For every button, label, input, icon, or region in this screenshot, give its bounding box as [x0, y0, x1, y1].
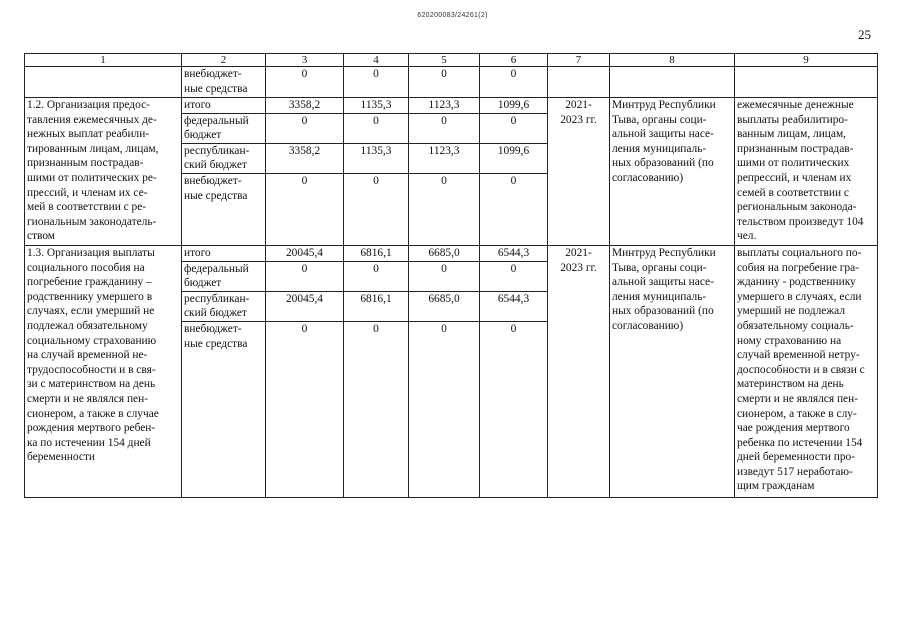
- value-2022-cell: 6685,0: [409, 291, 480, 321]
- value-total-cell: 3358,2: [266, 143, 344, 173]
- value-total-cell: 0: [266, 67, 344, 98]
- value-2022-cell: 0: [409, 173, 480, 245]
- funding-source-cell: итого: [182, 245, 266, 261]
- activity-name-1-3: 1.3. Организация выплаты социального пособия на погребение гражданину – родственнику умершего в случаях, если умерший не подлежал обязательному социальному страхованию на случай временной не- трудоспособности и в свя- зи с материнством на день смерти и не являлся пен- сионером, а также в случае рождения мертвого ребен- ка по истечении 154 дней беременности: [25, 245, 182, 497]
- value-2022-cell: 0: [409, 321, 480, 497]
- executor-1-2: Минтруд Республики Тыва, органы соци- альной защиты насе- ления муниципаль- ных образований (по согласованию): [610, 98, 735, 246]
- value-2023-cell: 6544,3: [480, 245, 548, 261]
- table-row: [25, 245, 878, 261]
- activity-cell: [25, 67, 182, 98]
- value-2023-cell: 0: [480, 113, 548, 143]
- column-header: 1: [25, 54, 182, 67]
- value-2022-cell: 0: [409, 67, 480, 98]
- value-total-cell: 0: [266, 261, 344, 291]
- period-1-3: 2021- 2023 гг.: [548, 245, 610, 497]
- value-2021-cell: 0: [344, 321, 409, 497]
- value-total-cell: 0: [266, 113, 344, 143]
- period-cell: [548, 67, 610, 98]
- value-2021-cell: 0: [344, 261, 409, 291]
- value-total-cell: 3358,2: [266, 98, 344, 114]
- table-row: [25, 67, 878, 98]
- column-header: 9: [735, 54, 878, 67]
- value-2021-cell: 6816,1: [344, 245, 409, 261]
- funding-source-cell: внебюджет- ные средства: [182, 321, 266, 497]
- value-2022-cell: 6685,0: [409, 245, 480, 261]
- column-number-row: [25, 54, 878, 67]
- funding-source-cell: внебюджет- ные средства: [182, 67, 266, 98]
- result-cell: [735, 67, 878, 98]
- table-row: [25, 98, 878, 114]
- column-header: 8: [610, 54, 735, 67]
- value-2023-cell: 1099,6: [480, 143, 548, 173]
- value-2022-cell: 1123,3: [409, 143, 480, 173]
- value-total-cell: 20045,4: [266, 291, 344, 321]
- value-2022-cell: 0: [409, 113, 480, 143]
- value-total-cell: 20045,4: [266, 245, 344, 261]
- value-2023-cell: 1099,6: [480, 98, 548, 114]
- document-id: 620200083/24261(2): [417, 12, 488, 19]
- value-2021-cell: 1135,3: [344, 98, 409, 114]
- value-2022-cell: 0: [409, 261, 480, 291]
- funding-source-cell: внебюджет- ные средства: [182, 173, 266, 245]
- program-table: [24, 53, 878, 498]
- value-2021-cell: 0: [344, 113, 409, 143]
- value-2023-cell: 0: [480, 321, 548, 497]
- funding-source-cell: федеральный бюджет: [182, 113, 266, 143]
- value-2021-cell: 1135,3: [344, 143, 409, 173]
- funding-source-cell: федеральный бюджет: [182, 261, 266, 291]
- executor-1-3: Минтруд Республики Тыва, органы соци- альной защиты насе- ления муниципаль- ных образований (по согласованию): [610, 245, 735, 497]
- value-total-cell: 0: [266, 321, 344, 497]
- activity-name-1-2: 1.2. Организация предос- тавления ежемесячных де- нежных выплат реабили- тированным лицам, лицам, признанным пострадав- шими от политических ре- прессий, и членам их се- мей в соответствии с ре- гиональным законодатель- ством: [25, 98, 182, 246]
- value-total-cell: 0: [266, 173, 344, 245]
- column-header: 3: [266, 54, 344, 67]
- value-2021-cell: 0: [344, 67, 409, 98]
- executor-cell: [610, 67, 735, 98]
- column-header: 6: [480, 54, 548, 67]
- value-2021-cell: 6816,1: [344, 291, 409, 321]
- period-1-2: 2021- 2023 гг.: [548, 98, 610, 246]
- result-1-3: выплаты социального по- собия на погребение гра- жданину - родственнику умершего в случаях, если умерший не подлежал обязательному социаль- ному страхованию на случай временной нетру- доспособности и в связи с материнством на день смерти и не являлся пен- сионером, а также в слу- чае рождения мертвого ребенка по истечении 154 дней беременности про- изведут 517 неработаю- щим гражданам: [735, 245, 878, 497]
- funding-source-cell: республикан- ский бюджет: [182, 291, 266, 321]
- column-header: 4: [344, 54, 409, 67]
- column-header: 5: [409, 54, 480, 67]
- value-2023-cell: 6544,3: [480, 291, 548, 321]
- result-1-2: ежемесячные денежные выплаты реабилитиро- ванным лицам, лицам, признанным пострадав- шими от политических репрессий, и членам их семей в соответствии с региональным законода- тельством произведут 104 чел.: [735, 98, 878, 246]
- value-2022-cell: 1123,3: [409, 98, 480, 114]
- value-2023-cell: 0: [480, 173, 548, 245]
- value-2021-cell: 0: [344, 173, 409, 245]
- column-header: 2: [182, 54, 266, 67]
- page-number: 25: [858, 27, 871, 42]
- funding-source-cell: итого: [182, 98, 266, 114]
- column-header: 7: [548, 54, 610, 67]
- funding-source-cell: республикан- ский бюджет: [182, 143, 266, 173]
- value-2023-cell: 0: [480, 261, 548, 291]
- value-2023-cell: 0: [480, 67, 548, 98]
